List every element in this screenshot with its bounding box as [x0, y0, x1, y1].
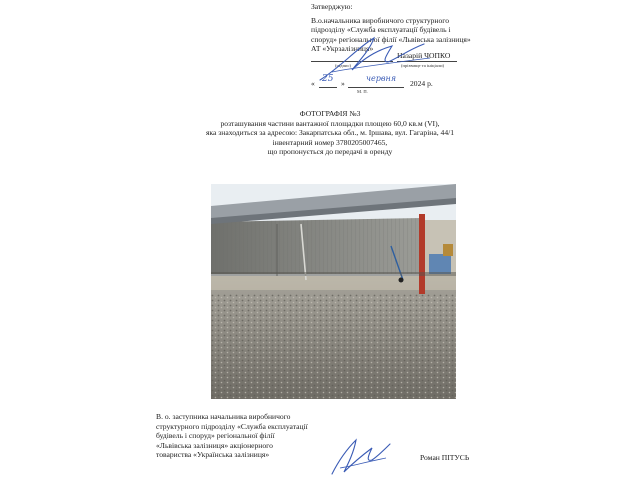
- approval-line-3: споруд» регіональної філії «Львівська залізниця»: [311, 34, 471, 44]
- approval-line-4: АТ «Укрзалізниця»: [311, 44, 374, 54]
- footer-line-3: будівель і споруд» регіональної філії: [156, 431, 275, 441]
- date-open-quote: «: [311, 79, 315, 88]
- title-heading: ФОТОГРАФІЯ №3: [299, 109, 361, 118]
- date-year: 2024 р.: [410, 79, 433, 88]
- title-line-4: що пропонується до передачі в оренду: [267, 147, 393, 157]
- stamp-place: М. П.: [357, 89, 368, 94]
- approval-signature-image: [312, 28, 445, 88]
- title-block: [160, 109, 500, 157]
- footer-name: Роман ПІТУСЬ: [420, 453, 470, 462]
- approval-line-1: В.о.начальника виробничого структурного: [311, 15, 449, 25]
- title-line-1: розташування частини вантажної площадки площею 60,0 кв.м (VI),: [220, 118, 440, 128]
- approval-line-2: підрозділу «Служба експлуатації будівель і: [311, 25, 451, 35]
- approval-heading: Затверджую:: [311, 2, 353, 11]
- site-photograph: [211, 184, 456, 399]
- footer-line-2: структурного підрозділу «Служба експлуатації: [156, 421, 308, 431]
- footer-line-1: В. о. заступника начальника виробничого: [156, 412, 291, 421]
- caption-signature: (підпис): [335, 63, 352, 68]
- date-month: червня: [366, 74, 397, 83]
- footer-line-4: «Львівська залізниця» акціонерного: [156, 440, 273, 450]
- date-close-quote: »: [341, 79, 345, 88]
- footer-signature-image: [326, 432, 396, 478]
- footer-line-5: товариства «Українська залізниця»: [156, 450, 270, 460]
- approver-name: Назарій ЧОПКО: [397, 51, 451, 60]
- date-day: 25: [322, 74, 334, 84]
- title-line-3: інвентарний номер 3780205007465,: [272, 137, 388, 147]
- title-line-2: яка знаходиться за адресою: Закарпатська обл., м. Іршава, вул. Гагаріна, 44/1: [205, 128, 455, 138]
- caption-name: (прізвище та ініціали): [401, 63, 445, 68]
